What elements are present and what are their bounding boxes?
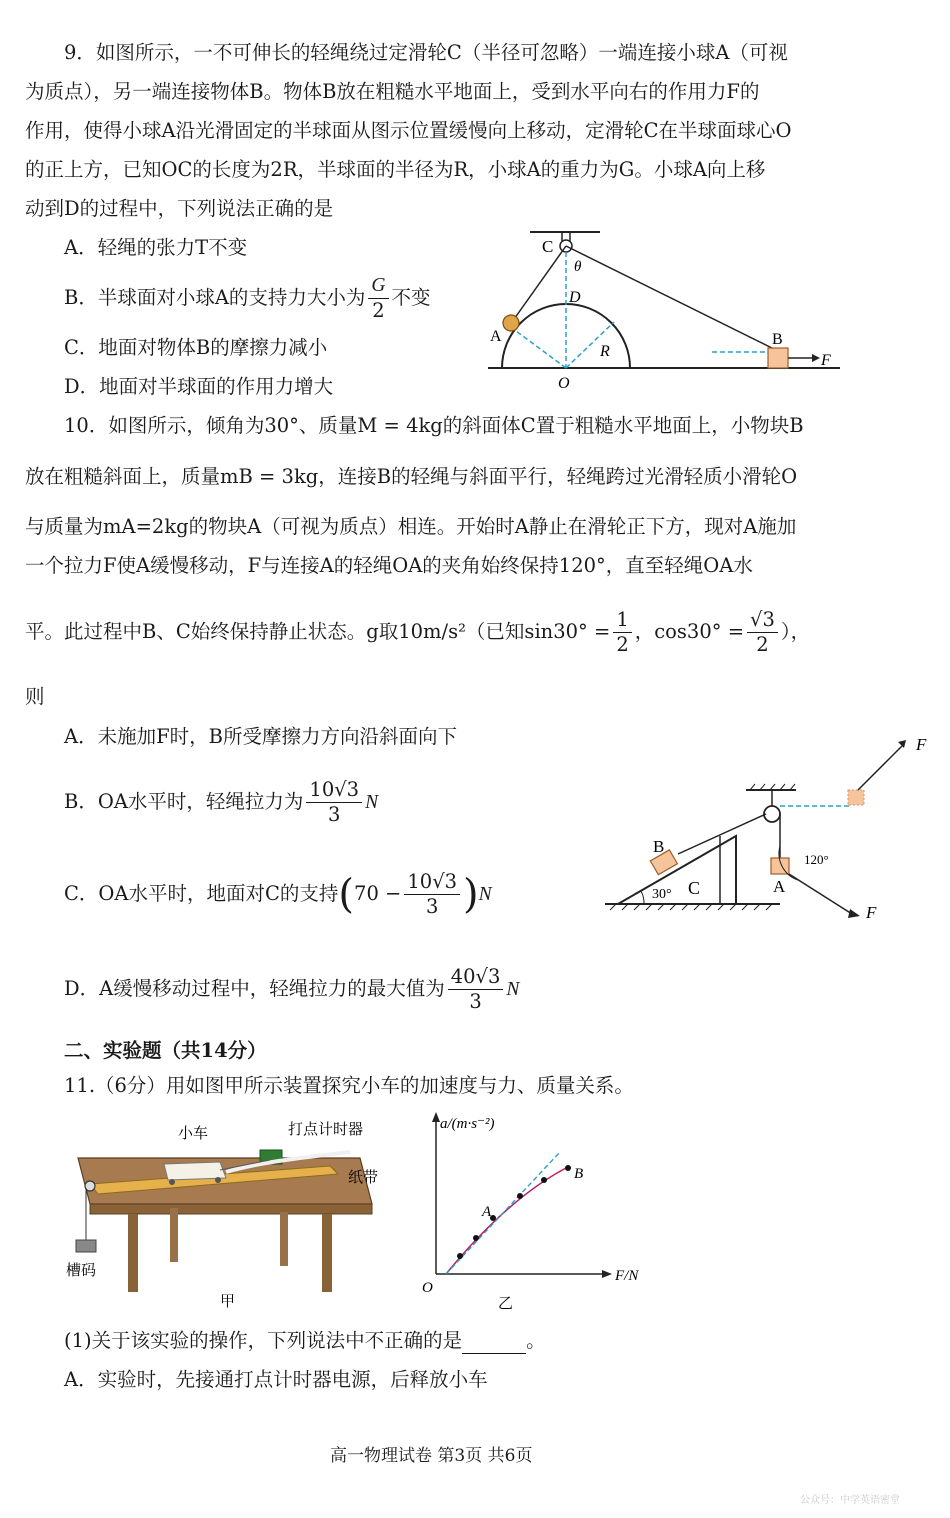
- q10-line-5: [25, 604, 810, 660]
- q11-option-a: A．实验时，先接通打点计时器电源，后释放小车: [64, 1368, 488, 1391]
- q9-line-2: 为质点），另一端连接物体B。物体B放在粗糙水平地面上，受到水平向右的作用力F的: [25, 80, 760, 103]
- label-r: R: [600, 343, 610, 360]
- data-point: [541, 1177, 547, 1183]
- cos30-fraction: [747, 608, 778, 657]
- q10-option-c-fraction: [404, 870, 460, 919]
- label-cart: 小车: [178, 1124, 209, 1142]
- q10-option-b: [64, 774, 378, 831]
- label-f-bottom: F: [866, 903, 877, 922]
- label-a: A: [490, 328, 502, 345]
- arrowhead-icon: [602, 1270, 612, 1278]
- wheel-icon: [169, 1179, 175, 1185]
- table-edge: [90, 1204, 372, 1214]
- q10-line-5-text: 平。此过程中B、C始终保持静止状态。g取10m/s²（已知sin30° =: [25, 620, 611, 643]
- q10-option-d-text: D．A缓慢移动过程中，轻绳拉力的最大值为: [64, 977, 445, 1000]
- frac-den: 3: [426, 895, 439, 918]
- q9-option-a: A．轻绳的张力T不变: [64, 236, 248, 259]
- label-b: B: [772, 331, 783, 348]
- label-120: 120°: [804, 852, 829, 867]
- frac-den: 3: [328, 803, 341, 826]
- label-o: O: [558, 375, 570, 392]
- q11-graph-figure: [410, 1106, 660, 1314]
- label-tape: 纸带: [348, 1168, 379, 1186]
- data-point: [457, 1253, 463, 1259]
- angle-arc-30: [641, 891, 644, 904]
- pulley-o-icon: [764, 806, 780, 822]
- frac-num: 10√3: [404, 870, 460, 895]
- q10-option-a: A．未施加F时，B所受摩擦力方向沿斜面向下: [64, 725, 457, 748]
- page-footer: 高一物理试卷 第3页 共6页: [330, 1446, 533, 1466]
- force-f-bottom-arrow: [789, 874, 852, 914]
- q10-line-4: 一个拉力F使A缓慢移动，F与连接A的轻绳OA的夹角始终保持120°，直至轻绳OA水: [25, 554, 753, 577]
- label-a: A: [773, 877, 786, 896]
- arrowhead-icon: [812, 354, 820, 362]
- block-b-icon: [768, 348, 788, 368]
- frac-num: 10√3: [306, 778, 362, 803]
- incline-c: [618, 836, 736, 904]
- q9-option-c: C．地面对物体B的摩擦力减小: [64, 336, 328, 359]
- unit-n: N: [478, 884, 492, 905]
- unit-n: N: [506, 979, 520, 1000]
- q9-line-4: 的正上方，已知OC的长度为2R，半球面的半径为R，小球A的重力为G。小球A向上移: [25, 158, 766, 181]
- curve-a-f: [446, 1166, 570, 1274]
- data-point: [517, 1193, 523, 1199]
- q10-option-c-text: C．OA水平时，地面对C的支持: [64, 882, 339, 905]
- q10-line-5-tail: ），: [780, 620, 811, 643]
- q10-line-2: 放在粗糙斜面上，质量mB = 3kg，连接B的轻绳与斜面平行，轻绳跨过光滑轻质小滑轮O: [25, 465, 798, 488]
- q9-line-1: 9．如图所示，一不可伸长的轻绳绕过定滑轮C（半径可忽略）一端连接小球A（可视: [64, 41, 788, 64]
- q9-line-3: 作用，使得小球A沿光滑固定的半球面从图示位置缓慢向上移动，定滑轮C在半球面球心O: [25, 119, 792, 142]
- q10-option-c-lead: 70 −: [354, 882, 402, 905]
- q11-sub1-end: 。: [526, 1329, 546, 1352]
- unit-n: N: [365, 792, 379, 813]
- q9-option-b: [64, 272, 431, 324]
- q11-apparatus-figure: [60, 1112, 390, 1312]
- frac-den: 2: [756, 633, 769, 656]
- q10-line-3: 与质量为mA=2kg的物块A（可视为质点）相连。开始时A静止在滑轮正下方，现对A施加: [25, 515, 797, 538]
- q10-option-b-fraction: [306, 778, 362, 827]
- q11-sub1-text: (1)关于该实验的操作，下列说法中不正确的是: [64, 1329, 463, 1352]
- rope-cb: [566, 246, 776, 350]
- force-f-top-arrow: [858, 746, 902, 790]
- frac-num: √3: [747, 608, 778, 633]
- table-leg: [170, 1208, 178, 1262]
- point-a-label: A: [482, 1204, 492, 1220]
- caption-yi: 乙: [498, 1294, 514, 1312]
- x-axis-label: F/N: [615, 1268, 639, 1284]
- q10-option-c: [64, 864, 492, 925]
- q9-option-b-text: B．半球面对小球A的支持力大小为: [64, 286, 366, 309]
- q9-line-5: 动到D的过程中，下列说法正确的是: [25, 197, 334, 220]
- hanging-weight-icon: [76, 1240, 96, 1252]
- answer-blank[interactable]: [462, 1333, 526, 1354]
- label-f: F: [821, 352, 831, 369]
- arrowhead-icon: [432, 1112, 440, 1122]
- label-f-top: F: [916, 735, 927, 754]
- frac-num: G: [368, 274, 388, 299]
- label-b: B: [653, 837, 665, 856]
- label-timer: 打点计时器: [288, 1120, 364, 1138]
- q9-option-d: D．地面对半球面的作用力增大: [64, 375, 334, 398]
- q11-sub1: [64, 1328, 546, 1354]
- frac-den: 2: [372, 299, 385, 322]
- y-axis-label: a/(m·s⁻²): [440, 1116, 495, 1132]
- frac-num: 1: [613, 608, 631, 633]
- table-leg: [322, 1214, 332, 1292]
- label-theta: θ: [574, 259, 582, 275]
- label-c: C: [542, 237, 554, 256]
- frac-den: 3: [469, 990, 482, 1013]
- q11-line-1: 11.（6分）用如图甲所示装置探究小车的加速度与力、质量关系。: [64, 1074, 634, 1097]
- oa-dashed-line: [512, 328, 566, 368]
- q9-option-b-tail: 不变: [391, 286, 431, 309]
- paren-close: ): [463, 871, 479, 918]
- q10-option-b-text: B．OA水平时，轻绳拉力为: [64, 790, 304, 813]
- wheel-icon: [215, 1177, 221, 1183]
- label-30: 30°: [652, 887, 672, 902]
- ball-a-icon: [503, 315, 519, 331]
- data-point: [565, 1165, 571, 1171]
- q10-line-6: 则: [25, 685, 45, 708]
- label-c: C: [688, 878, 701, 898]
- frac-den: 2: [616, 633, 629, 656]
- label-d: D: [569, 289, 581, 306]
- q9-figure: [480, 226, 850, 396]
- frac-num: 40√3: [448, 965, 504, 990]
- q10-line-5-mid: ，cos30° =: [634, 620, 745, 643]
- tangent-dashed-line: [446, 1152, 560, 1274]
- q10-figure: [600, 728, 940, 928]
- table-leg: [280, 1212, 288, 1266]
- arrowhead-icon: [848, 909, 860, 918]
- q9-option-b-fraction: [368, 274, 388, 323]
- paren-open: (: [338, 871, 355, 918]
- block-a-final-icon: [848, 790, 864, 805]
- section-heading: 二、实验题（共14分）: [64, 1039, 267, 1062]
- q10-option-d-fraction: [448, 965, 504, 1014]
- caption-jia: 甲: [220, 1292, 236, 1310]
- q10-option-d: [64, 961, 519, 1018]
- rope-bo: [678, 814, 766, 854]
- watermark: 公众号：中学英语密堂: [800, 1495, 900, 1506]
- origin-label: O: [422, 1280, 433, 1296]
- table-leg: [128, 1214, 138, 1292]
- point-b-label: B: [574, 1166, 584, 1182]
- q10-line-1: 10．如图所示，倾角为30°、质量M = 4kg的斜面体C置于粗糙水平地面上，小物块B: [64, 414, 804, 437]
- label-weight: 槽码: [66, 1261, 97, 1279]
- sin30-fraction: [613, 608, 631, 657]
- data-point: [473, 1235, 479, 1241]
